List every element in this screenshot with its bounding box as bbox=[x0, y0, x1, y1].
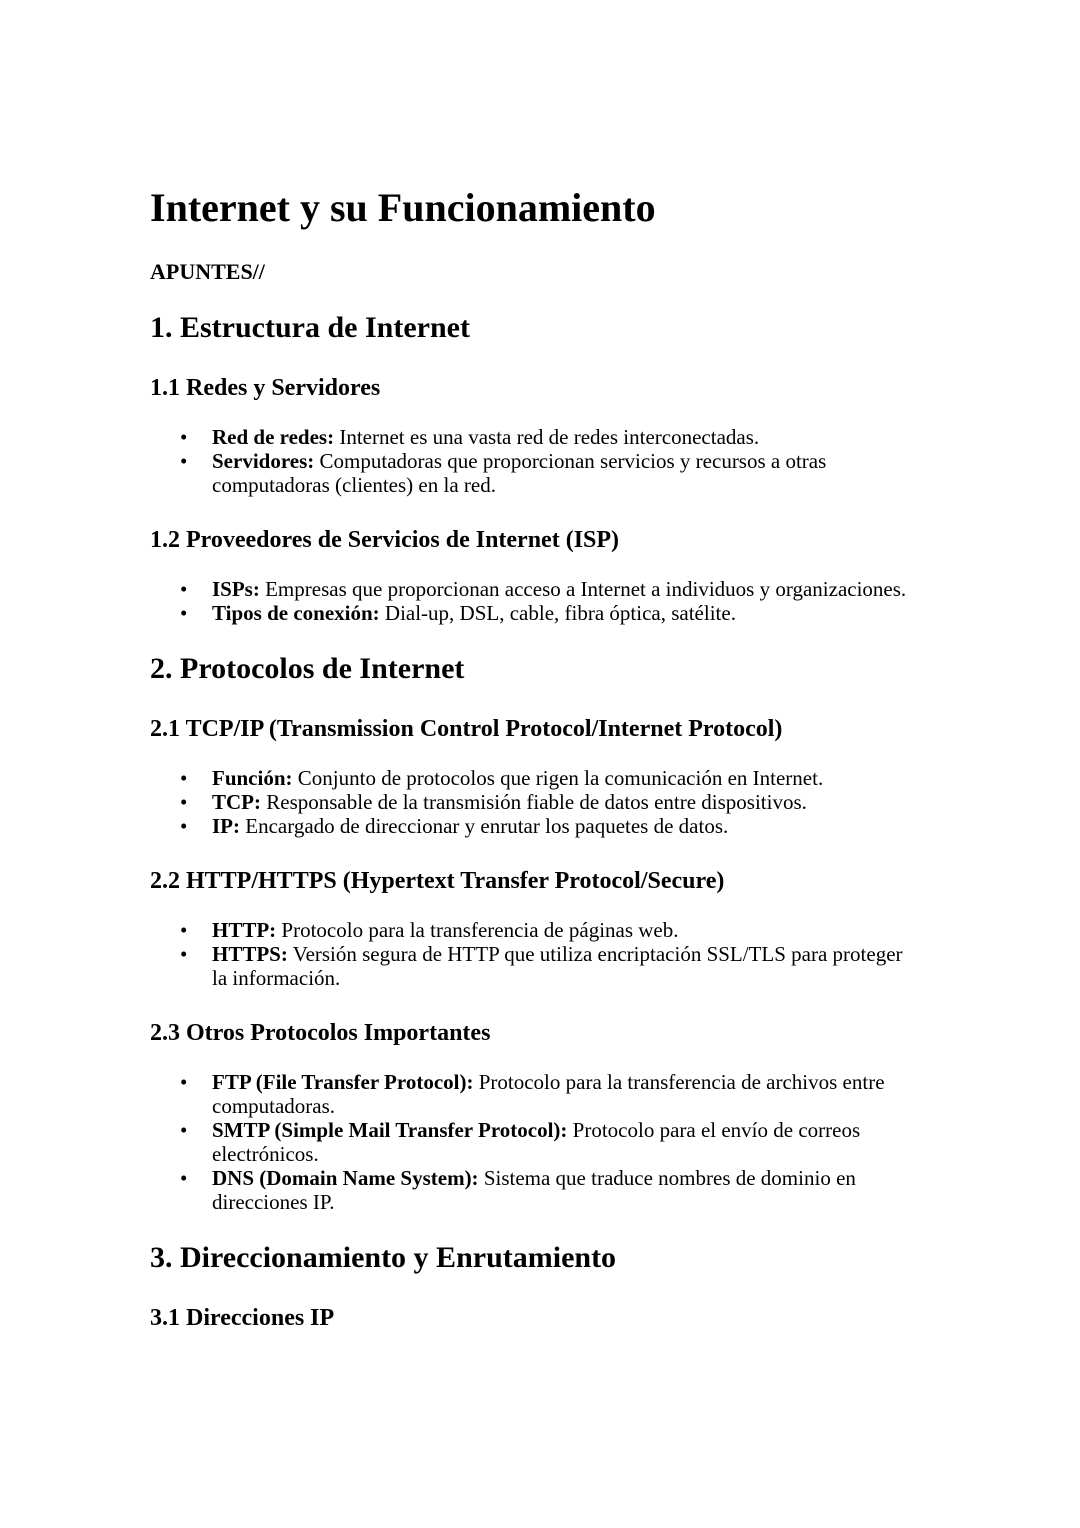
bullet-label: DNS (Domain Name System): bbox=[212, 1166, 479, 1190]
list-item bbox=[150, 577, 917, 601]
bullet-label: Tipos de conexión: bbox=[212, 601, 380, 625]
bullet-list-2-2 bbox=[150, 918, 917, 990]
bullet-label: Función: bbox=[212, 766, 293, 790]
list-item bbox=[150, 425, 917, 449]
bullet-icon: • bbox=[180, 790, 188, 814]
bullet-text: Conjunto de protocolos que rigen la comunicación en Internet. bbox=[292, 766, 824, 790]
subsection-heading-1-2: 1.2 Proveedores de Servicios de Internet (ISP) bbox=[150, 527, 620, 553]
document-title: Internet y su Funcionamiento bbox=[150, 185, 656, 230]
subsection-heading-2-1: 2.1 TCP/IP (Transmission Control Protocol/Internet Protocol) bbox=[150, 716, 783, 742]
bullet-icon: • bbox=[180, 1070, 188, 1094]
bullet-label: Red de redes: bbox=[212, 425, 335, 449]
subsection-heading-3-1: 3.1 Direcciones IP bbox=[150, 1305, 335, 1331]
bullet-text: Responsable de la transmisión fiable de datos entre dispositivos. bbox=[261, 790, 807, 814]
bullet-list-1-2 bbox=[150, 577, 917, 625]
bullet-text: Protocolo para el envío de correos electrónicos. bbox=[212, 1118, 861, 1166]
list-item bbox=[150, 601, 917, 625]
subsection-heading-1-1: 1.1 Redes y Servidores bbox=[150, 375, 381, 401]
bullet-icon: • bbox=[180, 449, 188, 473]
list-item bbox=[150, 1118, 917, 1166]
bullet-icon: • bbox=[180, 942, 188, 966]
list-item bbox=[150, 449, 917, 497]
list-item bbox=[150, 942, 917, 990]
list-item bbox=[150, 918, 917, 942]
bullet-text: Internet es una vasta red de redes interconectadas. bbox=[334, 425, 760, 449]
bullet-text: Encargado de direccionar y enrutar los paquetes de datos. bbox=[240, 814, 729, 838]
list-item bbox=[150, 1070, 917, 1118]
subsection-heading-2-2: 2.2 HTTP/HTTPS (Hypertext Transfer Protocol/Secure) bbox=[150, 868, 725, 894]
bullet-label: ISPs: bbox=[212, 577, 260, 601]
bullet-label: Servidores: bbox=[212, 449, 315, 473]
bullet-label: HTTP: bbox=[212, 918, 277, 942]
bullet-text: Empresas que proporcionan acceso a Internet a individuos y organizaciones. bbox=[259, 577, 907, 601]
section-heading-1: 1. Estructura de Internet bbox=[150, 311, 470, 344]
list-item bbox=[150, 766, 917, 790]
bullet-icon: • bbox=[180, 601, 188, 625]
subsection-heading-2-3: 2.3 Otros Protocolos Importantes bbox=[150, 1020, 491, 1046]
bullet-list-2-3 bbox=[150, 1070, 917, 1214]
bullet-text: Protocolo para la transferencia de páginas web. bbox=[276, 918, 679, 942]
bullet-text: Protocolo para la transferencia de archivos entre computadoras. bbox=[212, 1070, 885, 1118]
bullet-list-1-1 bbox=[150, 425, 917, 497]
bullet-text: Computadoras que proporcionan servicios y recursos a otras computadoras (clientes) en la red. bbox=[212, 449, 827, 497]
bullet-label: TCP: bbox=[212, 790, 261, 814]
section-heading-2: 2. Protocolos de Internet bbox=[150, 652, 465, 685]
document-subtitle: APUNTES// bbox=[150, 259, 265, 284]
bullet-icon: • bbox=[180, 918, 188, 942]
section-heading-3: 3. Direccionamiento y Enrutamiento bbox=[150, 1241, 617, 1274]
list-item bbox=[150, 790, 917, 814]
list-item bbox=[150, 814, 917, 838]
bullet-text: Dial-up, DSL, cable, fibra óptica, satélite. bbox=[379, 601, 736, 625]
bullet-icon: • bbox=[180, 1118, 188, 1142]
bullet-label: IP: bbox=[212, 814, 240, 838]
bullet-label: SMTP (Simple Mail Transfer Protocol): bbox=[212, 1118, 568, 1142]
bullet-icon: • bbox=[180, 577, 188, 601]
bullet-text: Versión segura de HTTP que utiliza encriptación SSL/TLS para proteger la información. bbox=[212, 942, 903, 990]
bullet-icon: • bbox=[180, 1166, 188, 1190]
bullet-text: Sistema que traduce nombres de dominio en direcciones IP. bbox=[212, 1166, 856, 1214]
list-item bbox=[150, 1166, 917, 1214]
bullet-label: FTP (File Transfer Protocol): bbox=[212, 1070, 474, 1094]
bullet-icon: • bbox=[180, 425, 188, 449]
bullet-icon: • bbox=[180, 814, 188, 838]
bullet-list-2-1 bbox=[150, 766, 917, 838]
bullet-icon: • bbox=[180, 766, 188, 790]
bullet-label: HTTPS: bbox=[212, 942, 288, 966]
